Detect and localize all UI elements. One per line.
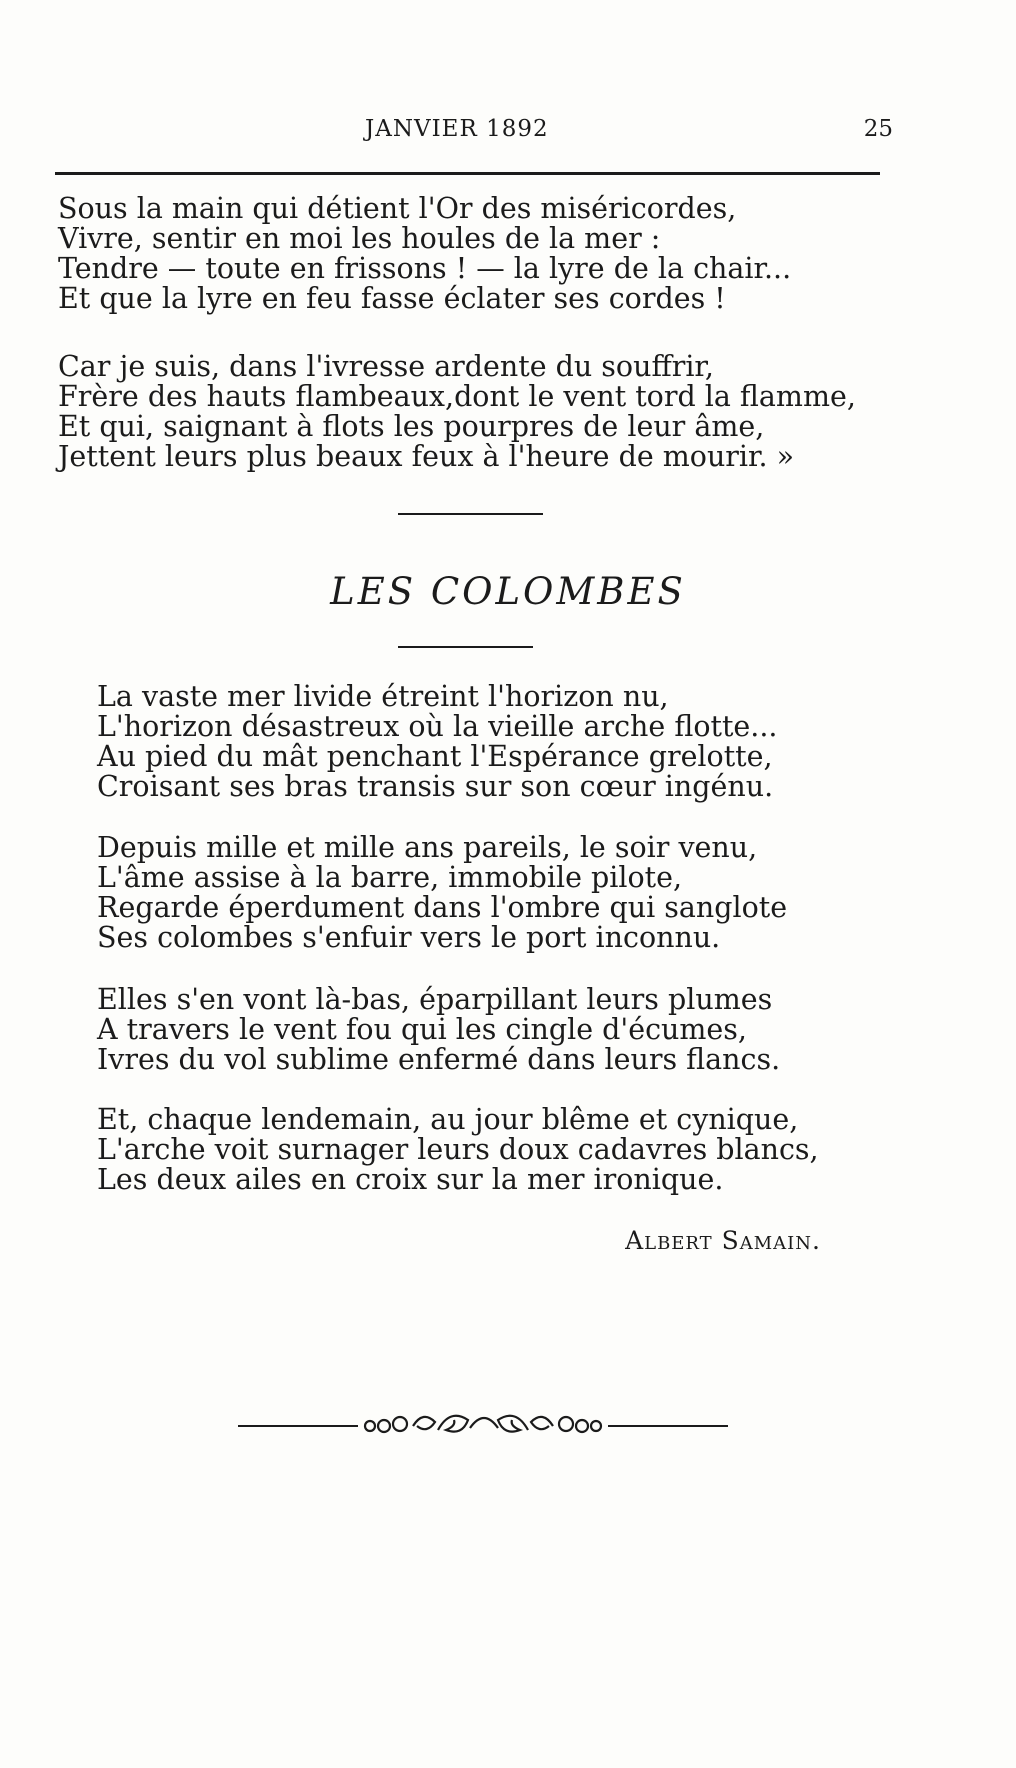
verse-line: L'âme assise à la barre, immobile pilote, [97,861,683,894]
poem-stanza-1 [97,682,777,802]
poem-stanza-2 [97,833,787,953]
title-rule [398,646,533,648]
verse-line: Et qui, saignant à flots les pourpres de leur âme, [58,410,765,443]
verse-line: Elles s'en vont là-bas, éparpillant leurs plumes [97,983,773,1016]
verse-line: Jettent leurs plus beaux feux à l'heure de mourir. » [58,440,795,473]
page-number: 25 [863,116,893,142]
verse-line: Vivre, sentir en moi les houles de la mer : [58,222,661,255]
verse-line: Sous la main qui détient l'Or des miséricordes, [58,192,737,225]
section-divider [398,513,543,515]
verse-line: Ivres du vol sublime enfermé dans leurs flancs. [97,1043,781,1076]
verse-line: Et que la lyre en feu fasse éclater ses cordes ! [58,282,726,315]
verse-line: Frère des hauts flambeaux,dont le vent tord la flamme, [58,380,856,413]
scroll-ornament-icon [238,1404,728,1444]
verse-line: Depuis mille et mille ans pareils, le soir venu, [97,831,758,864]
verse-line: Et, chaque lendemain, au jour blême et cynique, [97,1103,799,1136]
poem-stanza-3 [97,985,780,1075]
verse-line: Les deux ailes en croix sur la mer ironique. [97,1163,724,1196]
previous-poem-stanza-1 [58,194,791,314]
page-header [60,110,895,150]
running-title: JANVIER 1892 [365,116,549,142]
verse-line: Croisant ses bras transis sur son cœur ingénu. [97,770,774,803]
verse-line: L'arche voit surnager leurs doux cadavres blancs, [97,1133,819,1166]
verse-line: Tendre — toute en frissons ! — la lyre de la chair... [58,252,792,285]
verse-line: La vaste mer livide étreint l'horizon nu, [97,680,669,713]
poem-title: LES COLOMBES [330,570,686,613]
verse-line: Car je suis, dans l'ivresse ardente du souffrir, [58,350,714,383]
verse-line: Ses colombes s'enfuir vers le port inconnu. [97,921,721,954]
author-signature: Albert Samain. [625,1226,821,1255]
verse-line: Regarde éperdument dans l'ombre qui sanglote [97,891,788,924]
verse-line: L'horizon désastreux où la vieille arche flotte... [97,710,778,743]
poem-stanza-4 [97,1105,819,1195]
verse-line: A travers le vent fou qui les cingle d'écumes, [97,1013,747,1046]
previous-poem-stanza-2 [58,352,856,472]
verse-line: Au pied du mât penchant l'Espérance grelotte, [97,740,773,773]
header-rule [55,172,880,175]
